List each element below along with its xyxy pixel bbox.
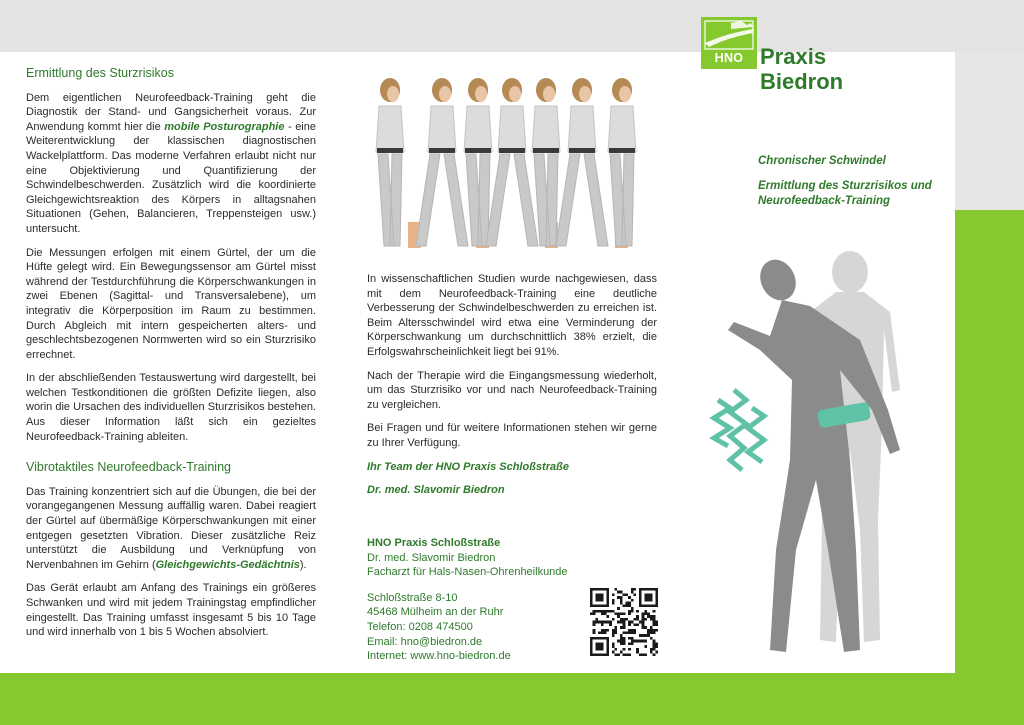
- text: ).: [299, 558, 307, 571]
- subtitle-1: Chronischer Schwindel: [758, 155, 886, 167]
- contact-phone[interactable]: Telefon: 0208 474500: [367, 620, 473, 633]
- paragraph: In der abschließenden Testauswertung wird dargestellt, bei welchen Testkonditionen die größten Defizite liegen, also worin die Ursachen des individuellen Sturzrisikos bestehen. Aus dieser Information läßt sich ein gezieltes Neurofeedback-Training ableiten.: [26, 372, 316, 443]
- cover-subtitles: [758, 154, 953, 219]
- text: - eine Weiterentwicklung der klassischen diagnostischen Wackelplattform. Das moderne Verfahren erlaubt nicht nur eine Objektivierung und Quantifizierung der Schwindelbeschwerden. Zusätzlich wird die koordinierte Gleichgewichtsreaktion des Körpers in alltagsnahen Situationen (Gehen, Balancieren, Treppensteigen usw.) untersucht.: [26, 120, 316, 235]
- contact-title: Facharzt für Hals-Nasen-Ohrenheilkunde: [367, 566, 568, 579]
- walking-figures-illustration: [360, 70, 660, 260]
- brand-title: [760, 44, 843, 94]
- contact-city: 45468 Mülheim an der Ruhr: [367, 606, 504, 619]
- balance-silhouette-illustration: [700, 250, 950, 665]
- walking-figure: [376, 78, 404, 246]
- contact-street: Schloßstraße 8-10: [367, 591, 458, 604]
- signature-doctor: Dr. med. Slavomir Biedron: [367, 484, 505, 497]
- paragraph: Nach der Therapie wird die Eingangsmessung wiederholt, um das Sturzrisiko vor und nach Neurofeedback-Training zu vergleichen.: [367, 369, 657, 411]
- walking-figure: [416, 78, 468, 246]
- walking-figure: [486, 78, 538, 246]
- qr-code[interactable]: [590, 588, 658, 656]
- highlight-text: Gleichgewichts-Gedächtnis: [155, 558, 300, 571]
- brand-line-2: Biedron: [760, 69, 844, 94]
- top-band: [0, 0, 1024, 52]
- text: Das Training konzentriert sich auf die Übungen, die bei der vorangegangenen Messung auffällig waren. Dabei reagiert der Gürtel auf übermäßige Körperschwankungen mit einer entgegen gesetzten Vibration. Dieser zusätzliche Reiz unterstützt die Ausbildung und Verknüpfung von Nervenbahnen im Gehirn (: [26, 485, 316, 571]
- walking-figure: [608, 78, 636, 246]
- contact-website[interactable]: Internet: www.hno-biedron.de: [367, 650, 511, 663]
- hno-logo: [701, 17, 757, 69]
- paragraph: Bei Fragen und für weitere Informationen stehen wir gerne zu Ihrer Verfügung.: [367, 422, 657, 449]
- column-middle: [367, 272, 657, 507]
- vibration-icon: [714, 390, 764, 470]
- brand-line-1: Praxis: [760, 44, 827, 69]
- paragraph: Die Messungen erfolgen mit einem Gürtel, der um die Hüfte gelegt wird. Ein Bewegungssensor am Gürtel misst während der Testdurchführung die Körperschwankungen in zwei Ebenen (Sagittal- und Transversalebene), um integrativ die Körperposition im Raum zu bestimmen. Durch Abgleich mit intern gespeicherten alters- und geschlechtsbezogenen Normwerten wird so ein Sturzrisiko errechnet.: [26, 246, 316, 361]
- section-heading-sturzrisiko: Ermittlung des Sturzrisikos: [26, 66, 174, 80]
- subtitle-2: Ermittlung des Sturzrisikos und Neurofeedback-Training: [758, 180, 932, 207]
- contact-doctor: Dr. med. Slavomir Biedron: [367, 551, 496, 564]
- signature-team: Ihr Team der HNO Praxis Schloßstraße: [367, 460, 569, 473]
- section-heading-neurofeedback: Vibrotaktiles Neurofeedback-Training: [26, 460, 231, 475]
- contact-block: [367, 536, 587, 664]
- paragraph: In wissenschaftlichen Studien wurde nachgewiesen, dass mit dem Neurofeedback-Training eine deutliche Verbesserung der Schwindelbeschwerden zu erreichen ist. Beim Altersschwindel wird etwa eine Verminderung der Körperschwankung um durchschnittlich 38% erzielt, die Erfolgswahrscheinlichkeit liegt bei 91%.: [367, 273, 657, 358]
- column-left: [26, 66, 316, 649]
- walking-figure: [532, 78, 560, 246]
- paragraph: Das Gerät erlaubt am Anfang des Trainings ein größeres Schwanken und wird mit jedem Trainingstag empfindlicher eingestellt. Das Training umfasst insgesamt 5 bis 10 Tage und wird innerhalb von 1 bis 5 Wochen absolviert.: [26, 582, 316, 639]
- paragraph: [26, 91, 316, 237]
- logo-text: HNO: [714, 51, 744, 65]
- walking-figure: [464, 78, 492, 246]
- logo-landscape-icon: [701, 17, 757, 51]
- green-bottom-band: [0, 673, 1024, 725]
- text: Dem eigentlichen Neurofeedback-Training geht die Diagnostik der Stand- und Gangsicherheit voraus. Zur Anwendung kommt hier die: [26, 91, 316, 133]
- green-side-band: [955, 210, 1024, 673]
- paragraph: [26, 485, 316, 573]
- contact-email[interactable]: Email: hno@biedron.de: [367, 635, 483, 648]
- walkers: [376, 78, 636, 246]
- contact-name: HNO Praxis Schloßstraße: [367, 537, 501, 549]
- walking-figure: [556, 78, 608, 246]
- highlight-text: mobile Posturographie: [164, 120, 285, 133]
